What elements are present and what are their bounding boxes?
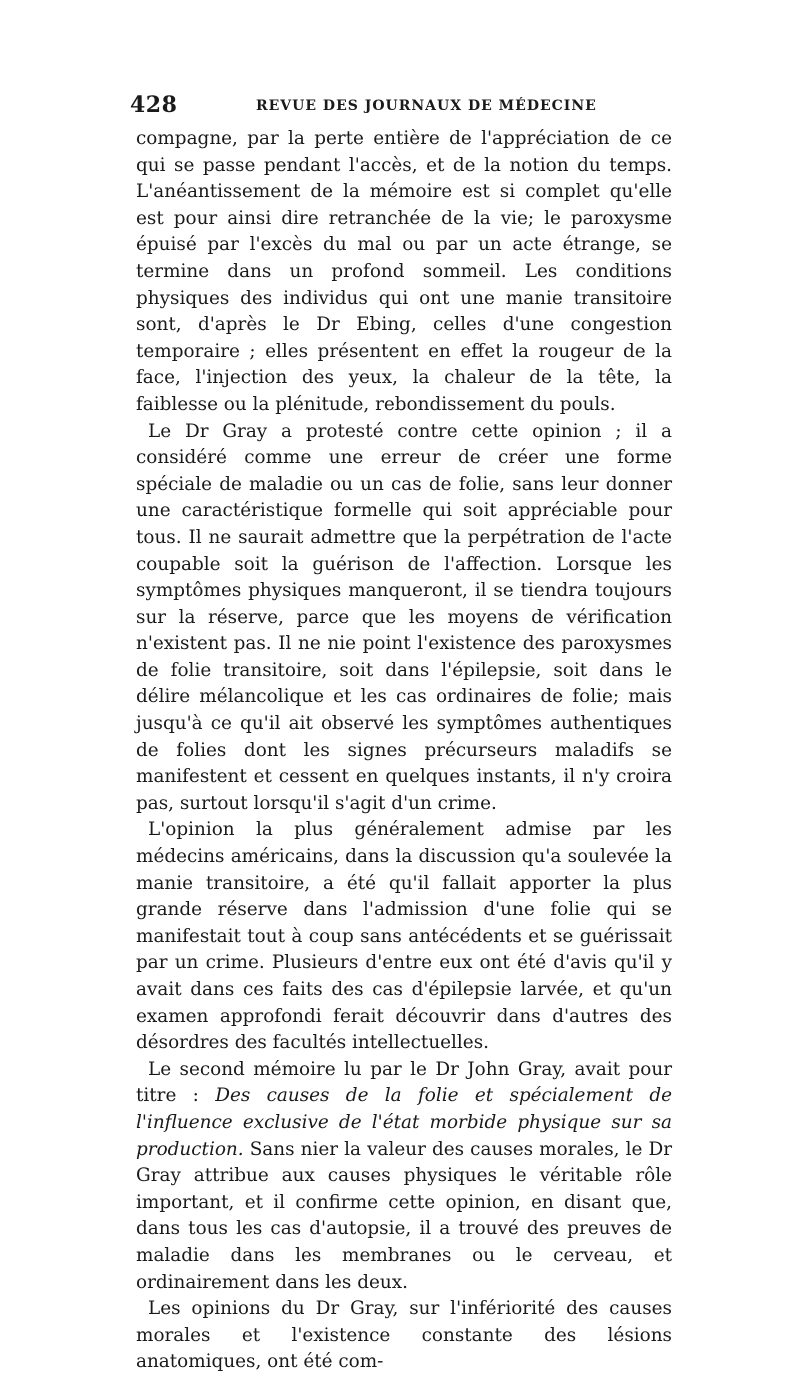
paragraph-2: Le Dr Gray a protesté contre cette opinion ; il a considéré comme une erreur de créer une forme spéciale de maladie ou un cas de folie, sans leur donner une caractéristique formelle qui soit appréciable pour tous. Il ne saurait admettre que la perpétration de l'acte coupable soit la guérison de l'affection. Lorsque les symptômes physiques manqueront, il se tiendra toujours sur la réserve, parce que les moyens de vérification n'existent pas. Il ne nie point l'existence des paroxysmes de folie transitoire, soit dans l'épilepsie, soit dans le délire mélancolique et les cas ordinaires de folie; mais jusqu'à ce qu'il ait observé les symptômes authentiques de folies dont les signes précurseurs maladifs se manifestent et cessent en quelques instants, il n'y croira pas, surtout lorsqu'il s'agit d'un crime. bbox=[136, 420, 672, 814]
running-title: REVUE DES JOURNAUX DE MÉDECINE bbox=[256, 98, 597, 114]
paragraph-5: Les opinions du Dr Gray, sur l'infériorité des causes morales et l'existence constante des lésions anatomiques, ont été com- bbox=[136, 1298, 672, 1373]
page-number: 428 bbox=[130, 92, 178, 118]
paragraph-4-tail: Sans nier la valeur des causes morales, le Dr Gray attribue aux causes physiques le véritable rôle important, et il confirme cette opinion, en disant que, dans tous les cas d'autopsie, il a trouvé des preuves de maladie dans les membranes ou le cerveau, et ordinairement dans les deux. bbox=[136, 1138, 672, 1293]
memoir-title-italic: Des causes de la folie et spécialement de l'influence exclusive de l'état morbide physique sur sa production. bbox=[136, 1085, 672, 1160]
book-page bbox=[130, 92, 672, 1376]
paragraph-3: L'opinion la plus généralement admise par les médecins américains, dans la discussion qu'a soulevée la manie transitoire, a été qu'il fallait apporter la plus grande réserve dans l'admission d'une folie qui se manifestait tout à coup sans antécédents et se guérissait par un crime. Plusieurs d'entre eux ont été d'avis qu'il y avait dans ces faits des cas d'épilepsie larvée, et qu'un examen approfondi ferait découvrir dans d'autres des désordres des facultés intellectuelles. bbox=[136, 819, 672, 1054]
paragraph-4 bbox=[136, 1057, 672, 1296]
paragraph-1: compagne, par la perte entière de l'appréciation de ce qui se passe pendant l'accès, et de la notion du temps. L'anéantissement de la mémoire est si complet qu'elle est pour ainsi dire retranchée de la vie; le paroxysme épuisé par l'excès du mal ou par un acte étrange, se termine dans un profond sommeil. Les conditions physiques des individus qui ont une manie transitoire sont, d'après le Dr Ebing, celles d'une congestion temporaire ; elles présentent en effet la rougeur de la face, l'injection des yeux, la chaleur de la tête, la faiblesse ou la plénitude, rebondissement du pouls. bbox=[136, 128, 672, 415]
page-header bbox=[130, 92, 672, 124]
paragraph-4-lead: Le second mémoire lu par le Dr John Gray, avait pour titre : bbox=[136, 1058, 672, 1107]
